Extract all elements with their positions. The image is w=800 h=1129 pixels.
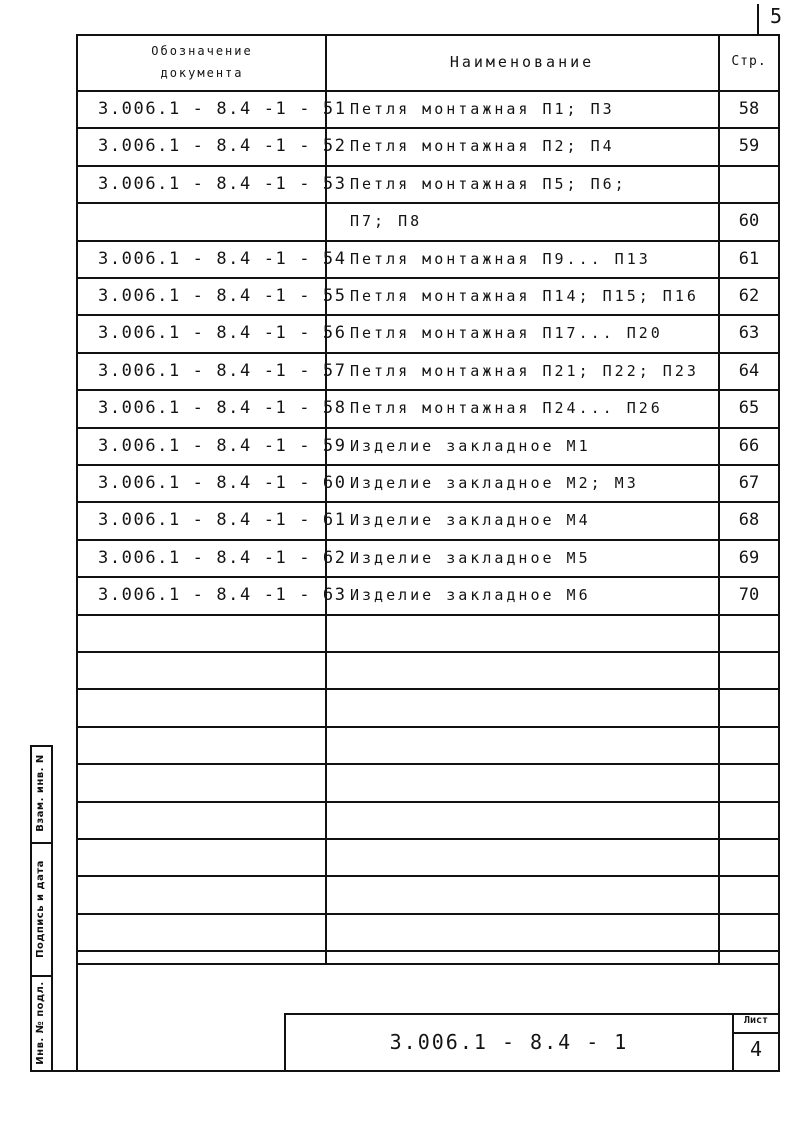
row-divider	[76, 464, 779, 466]
row-name: Изделие закладное М2; М3	[350, 474, 639, 492]
row-divider	[76, 427, 779, 429]
row-divider	[76, 202, 779, 204]
header-name: Наименование	[449, 53, 595, 71]
row-divider	[76, 90, 779, 92]
row-code: 3.006.1 - 8.4 -1 - 61	[98, 510, 347, 530]
row-code: 3.006.1 - 8.4 -1 - 59	[98, 436, 347, 456]
row-page: 70	[738, 585, 760, 605]
header-page: Стр.	[731, 54, 767, 69]
row-name: Петля монтажная П21; П22; П23	[350, 362, 699, 380]
row-divider	[76, 539, 779, 541]
row-code: 3.006.1 - 8.4 -1 - 57	[98, 361, 347, 381]
row-name: Петля монтажная П5; П6;	[350, 175, 627, 193]
row-page: 60	[738, 211, 760, 231]
row-name: П7; П8	[350, 212, 423, 230]
row-code: 3.006.1 - 8.4 -1 - 51	[98, 99, 347, 119]
header-code-line1: Обозначение	[151, 44, 253, 58]
row-code: 3.006.1 - 8.4 -1 - 56	[98, 323, 347, 343]
row-page: 64	[738, 361, 760, 381]
row-divider	[76, 913, 779, 915]
row-divider	[76, 838, 779, 840]
row-divider	[76, 277, 779, 279]
frame-left-border	[76, 34, 78, 1071]
frame-bottom-border	[30, 1070, 780, 1072]
side-stamp-left-border	[30, 745, 32, 1071]
row-divider	[76, 875, 779, 877]
row-name: Изделие закладное М4	[350, 511, 591, 529]
row-page: 62	[738, 286, 760, 306]
row-divider	[76, 240, 779, 242]
row-page: 66	[738, 436, 760, 456]
row-page: 59	[738, 136, 760, 156]
row-code: 3.006.1 - 8.4 -1 - 58	[98, 398, 347, 418]
row-name: Петля монтажная П24... П26	[350, 399, 663, 417]
row-code: 3.006.1 - 8.4 -1 - 52	[98, 136, 347, 156]
row-code: 3.006.1 - 8.4 -1 - 63	[98, 585, 347, 605]
title-block-top-border	[76, 963, 779, 965]
row-name: Изделие закладное М6	[350, 586, 591, 604]
title-block-sheet-line	[732, 1032, 779, 1034]
frame-top-border	[76, 34, 780, 36]
title-block-inner-top	[284, 1013, 779, 1015]
row-divider	[76, 801, 779, 803]
row-code: 3.006.1 - 8.4 -1 - 55	[98, 286, 347, 306]
row-divider	[76, 127, 779, 129]
row-name: Петля монтажная П17... П20	[350, 324, 663, 342]
title-block-sheet-label: Лист	[743, 1015, 769, 1026]
row-code: 3.006.1 - 8.4 -1 - 60	[98, 473, 347, 493]
row-name: Изделие закладное М1	[350, 437, 591, 455]
row-page: 65	[738, 398, 760, 418]
row-divider	[76, 688, 779, 690]
row-page: 58	[738, 99, 760, 119]
row-page: 61	[738, 249, 760, 269]
row-name: Петля монтажная П1; П3	[350, 100, 615, 118]
row-divider	[76, 726, 779, 728]
row-divider	[76, 651, 779, 653]
row-divider	[76, 950, 779, 952]
side-label-vzam: Взам. инв. N	[35, 754, 46, 832]
row-name: Петля монтажная П9... П13	[350, 250, 651, 268]
title-block-sheet-number: 4	[749, 1037, 763, 1061]
column-divider-name-page	[718, 34, 720, 964]
row-page: 67	[738, 473, 760, 493]
row-divider	[76, 352, 779, 354]
row-divider	[76, 614, 779, 616]
side-stamp-inner-border	[51, 745, 53, 1071]
row-code: 3.006.1 - 8.4 -1 - 53	[98, 174, 347, 194]
header-code-line2: документа	[160, 66, 244, 80]
page-number-divider	[757, 4, 759, 34]
row-name: Петля монтажная П14; П15; П16	[350, 287, 699, 305]
row-divider	[76, 165, 779, 167]
side-label-inv: Инв. № подл.	[35, 981, 46, 1065]
page-number: 5	[770, 4, 783, 28]
row-divider	[76, 763, 779, 765]
row-divider	[76, 501, 779, 503]
row-page: 68	[738, 510, 760, 530]
row-code: 3.006.1 - 8.4 -1 - 62	[98, 548, 347, 568]
row-page: 69	[738, 548, 760, 568]
row-divider	[76, 576, 779, 578]
title-block-doc-code: 3.006.1 - 8.4 - 1	[389, 1030, 629, 1054]
side-label-podpis: Подпись и дата	[35, 860, 46, 958]
row-name: Петля монтажная П2; П4	[350, 137, 615, 155]
row-divider	[76, 389, 779, 391]
row-code: 3.006.1 - 8.4 -1 - 54	[98, 249, 347, 269]
row-name: Изделие закладное М5	[350, 549, 591, 567]
row-page: 63	[738, 323, 760, 343]
row-divider	[76, 314, 779, 316]
